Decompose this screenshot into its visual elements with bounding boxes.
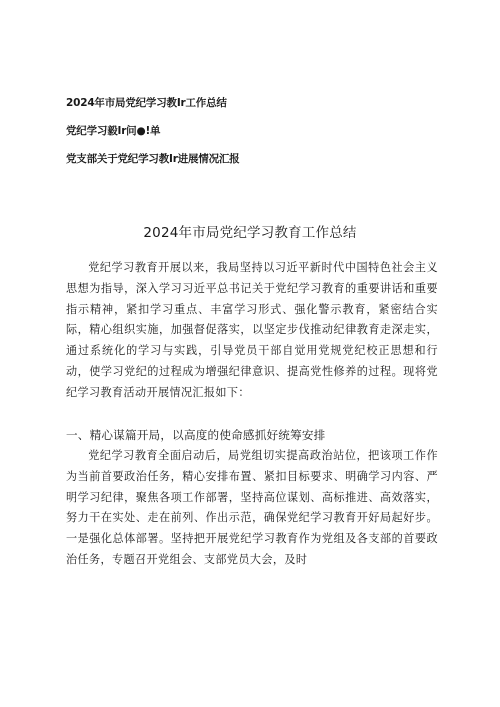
intro-paragraph: 党纪学习教育开展以来，我局坚持以习近平新时代中国特色社会主义思想为指导，深入学习习近平总书记关于党纪学习教育的重要讲话和重要指示精神，紧扣学习重点、丰富学习形式、强化警示教育，紧密结合实际，精心组织实施，加强督促落实，以坚定步伐推动纪律教育走深走实，通过系统化的学习与实践，引导党员干部自觉用党规党纪校正思想和行动，使学习党纪的过程成为增强纪律意识、提高党性修养的过程。现将党纪学习教育活动开展情况汇报如下： (66, 261, 438, 399)
section-heading: 一、精心谋篇开局，以高度的使命感抓好统筹安排 (66, 428, 326, 442)
section-paragraph: 党纪学习教育全面启动后，局党组切实提高政治站位，把该项工作作为当前首要政治任务，精心安排布置、紧扣目标要求、明确学习内容、严明学习纪律，聚焦各项工作部署，坚持高位谋划、高标推进、高效落实，努力干在实处、走在前列、作出示范，确保党纪学习教育开好局起好步。一是强化总体部署。坚持把开展党纪学习教育作为党组及各支部的首要政治任务，专题召开党组会、支部党员大会，及时 (66, 449, 438, 566)
toc-item[interactable]: 党支部关于党纪学习教Ir进展情况汇报 (66, 153, 240, 165)
toc-item[interactable]: 2024年市局党纪学习教Ir工作总结 (66, 97, 227, 109)
toc-item[interactable]: 党纪学习毅Ir问●!单 (66, 125, 161, 137)
table-of-contents (66, 96, 426, 180)
document-title: 2024年市局党纪学习教育工作总结 (143, 225, 357, 241)
